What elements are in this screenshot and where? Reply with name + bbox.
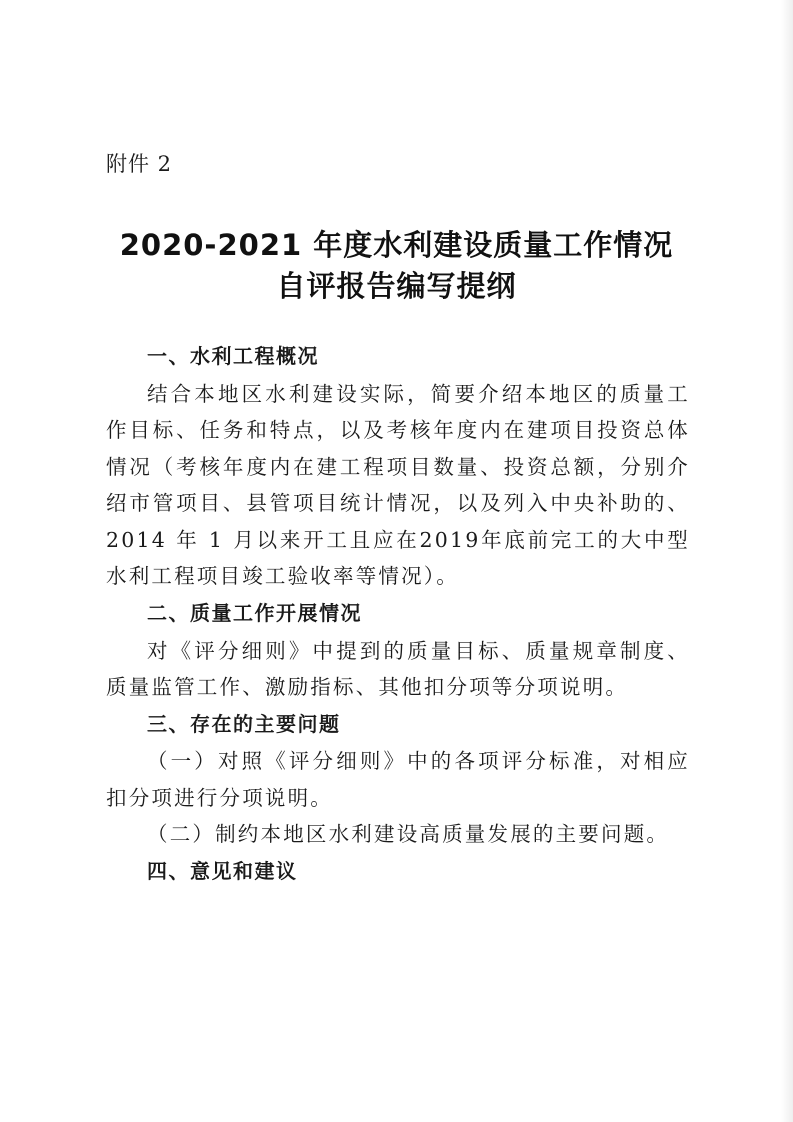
section-heading: 二、质量工作开展情况 <box>147 601 362 626</box>
section-4 <box>106 853 690 891</box>
section-heading: 四、意见和建议 <box>147 859 298 884</box>
document-title-line-2: 自评报告编写提纲 <box>276 269 517 303</box>
section-paragraph: 结合本地区水利建设实际，简要介绍本地区的质量工作目标、任务和特点，以及考核年度内在建项目投资总体情况（考核年度内在建工程项目数量、投资总额，分别介绍市管项目、县管项目统计情况，以及列入中央补助的、2014 年 1 月以来开工且应在2019年底前完工的大中型水利工程项目竣工验收率等情况）。 <box>106 381 690 589</box>
section-paragraph: 对《评分细则》中提到的质量目标、质量规章制度、质量监管工作、激励指标、其他扣分项等分项说明。 <box>106 638 690 700</box>
section-paragraph: （一）对照《评分细则》中的各项评分标准，对相应扣分项进行分项说明。 <box>106 749 690 810</box>
section-paragraph: （二）制约本地区水利建设高质量发展的主要问题。 <box>147 822 670 847</box>
section-3 <box>106 706 690 853</box>
page-edge-shadow <box>781 0 793 1122</box>
attachment-label: 附件 2 <box>106 152 173 176</box>
section-2 <box>106 595 690 706</box>
section-heading: 三、存在的主要问题 <box>147 711 341 736</box>
section-heading: 一、水利工程概况 <box>147 344 319 368</box>
section-1 <box>106 338 690 595</box>
document-title-line-1: 2020-2021 年度水利建设质量工作情况 <box>119 228 674 262</box>
document-body <box>106 338 690 891</box>
